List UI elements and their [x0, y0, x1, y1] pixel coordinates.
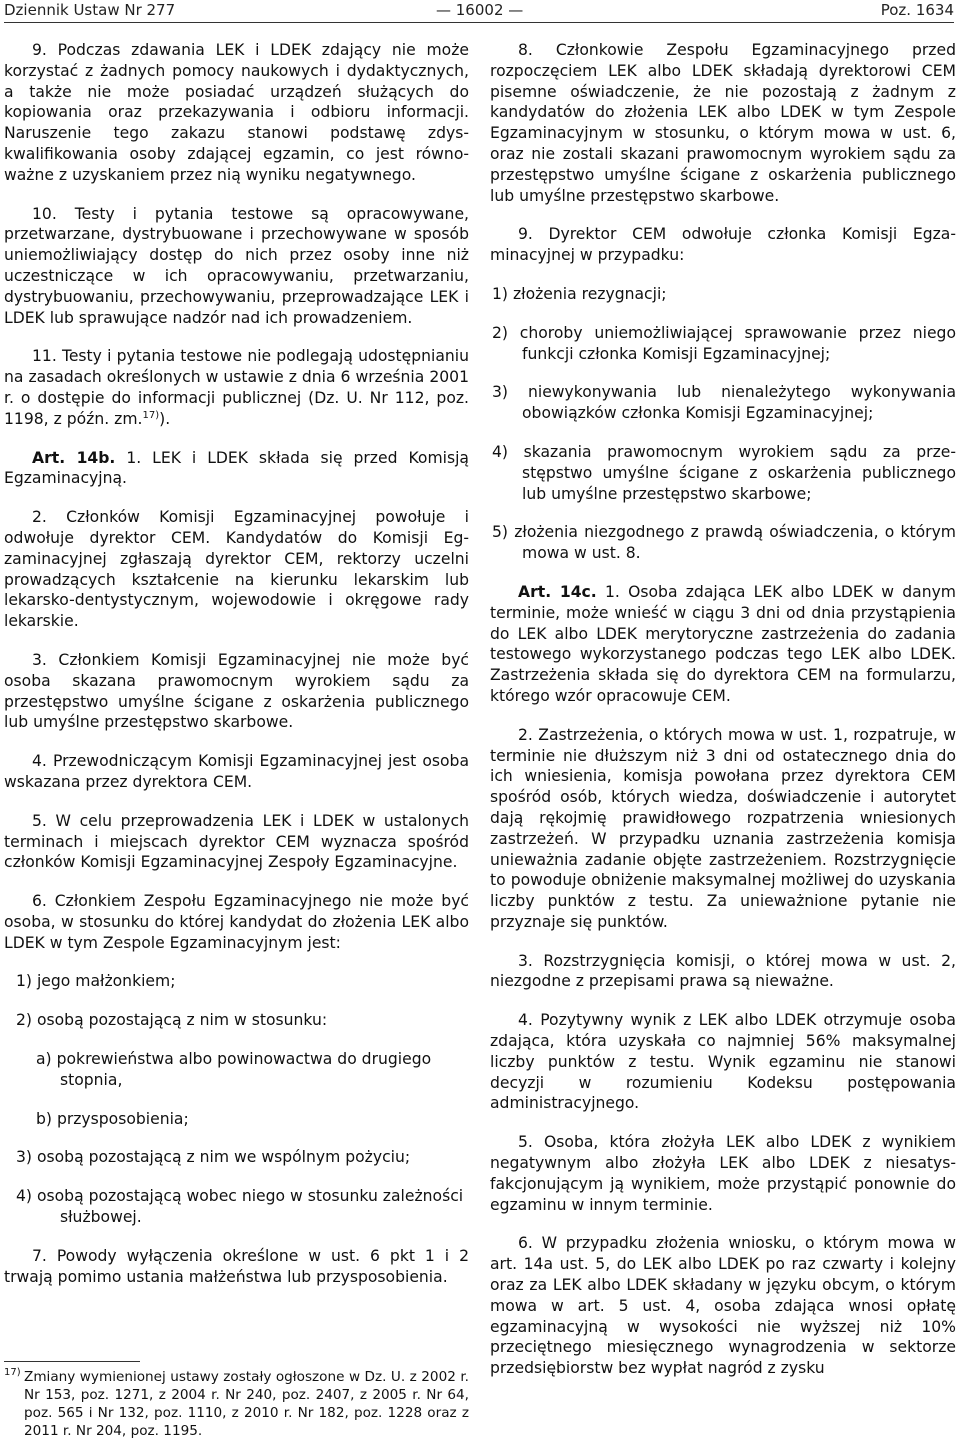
article-14c-paragraph-6: 6. W przypadku złożenia wniosku, o którym mowa w art. 14a ust. 5, do LEK albo LDEK po raz czwarty i kolejny oraz za LEK albo LDEK składany w języku obcym, o którym mowa w art. 5 ust. 4, osoba zdająca wnosi opłatę egzaminacyjną w wysokości nie wyższej niż 10% przeciętnego miesięcznego wynagrodzenia w sektorze przedsiębiorstw bez wypłat nagród z zysku [490, 1234, 956, 1378]
header-rule [4, 22, 954, 23]
page-number: — 16002 — [436, 1, 524, 19]
sub-list-item: a) pokrewieństwa albo powinowactwa do drugiego stopnia, [36, 1050, 432, 1089]
paragraph-11-text: 11. Testy i pytania testowe nie podlegają udostępnianiu na zasadach określonych w ustawie z dnia 6 września 2001 r. o dostępie do informacji publicznej (Dz. U. Nr 112, poz. 1198, z późn. zm. [4, 347, 469, 428]
article-14b-paragraph-4: 4. Przewodniczącym Komisji Egzaminacyjnej jest osoba wskazana przez dyrektora CEM. [4, 752, 469, 791]
paragraph-9-right: 9. Dyrektor CEM odwołuje członka Komisji Egzaminacyjnej w przypadku: [490, 225, 956, 265]
list-item: 3) osobą pozostającą z nim we wspólnym pożyciu; [16, 1148, 411, 1167]
article-14b [4, 448, 469, 490]
footnote-rule [4, 1361, 140, 1362]
paragraph-11 [4, 346, 469, 429]
article-14b-paragraph-5: 5. W celu przeprowadzenia LEK i LDEK w ustalonych terminach i miejscach dyrektor CEM wyznacza spośród członków Komisji Egzaminacyjnej Zespoły Egzaminacyjne. [4, 811, 469, 872]
list-item: 3) niewykonywania lub nienależytego wykonywania obowiązków członka Komisji Egzaminacyjnej; [492, 383, 956, 423]
list-item: 2) choroby uniemożliwiającej sprawowanie przez niego funkcji członka Komisji Egzaminacyjnej; [492, 323, 956, 363]
article-14b-paragraph-3: 3. Członkiem Komisji Egzaminacyjnej nie może być osoba skazana prawomocnym wyrokiem sądu za przestępstwo umyślne ścigane z oskarżenia publicznego lub umyślne przestępstwo skarbowe. [4, 650, 469, 732]
journal-title: Dziennik Ustaw Nr 277 [4, 1, 176, 19]
position-number: Poz. 1634 [880, 1, 954, 19]
paragraph-8: 8. Członkowie Zespołu Egzaminacyjnego przed rozpoczęciem LEK albo LDEK składają dyrektorowi CEM pisemne oświadczenie, że nie pozostają z żadnym z kandydatów do złożenia LEK albo LDEK w tym Zespole Egzaminacyjnym w stosunku, o którym mowa w ust. 6, oraz nie zostali skazani prawomocnym wyrokiem sądu za przestępstwo umyślne ścigane z oskarżenia publicznego lub umyślne przestępstwo skarbowe. [490, 41, 956, 205]
paragraph-9: 9. Podczas zdawania LEK i LDEK zdający nie może korzystać z żadnych pomocy naukowych i dydaktycznych, a także nie może posiadać urządzeń służących do kopiowania oraz przekazywania i odbioru informacji. Naruszenie tego zakazu stanowi podstawę zdyskwalifikowania osoby zdającej egzamin, co jest równoważne z uzyskaniem przez nią wyniku negatywnego. [4, 41, 469, 184]
article-14c-label: Art. 14c. [518, 582, 597, 601]
article-14c-paragraph-2: 2. Zastrzeżenia, o których mowa w ust. 1, rozpatruje, w terminie nie dłuższym niż 3 dni od ostatecznego dnia do ich wniesienia, komisja powołana przez dyrektora CEM spośród osób, których wiedza, doświadczenie i autorytet dają rękojmię prawidłowego rozpatrzenia wniesionych zastrzeżeń. W przypadku uznania zastrzeżenia komisja unieważnia zadanie objęte zastrzeżeniem. Rozstrzygnięcie to powoduje obniżenie maksymalnej możliwej do uzyskania liczby punktów z testu. Za unieważnione pytanie nie przyznaje się punktów. [490, 725, 956, 931]
list-item: 5) złożenia niezgodnego z prawdą oświadczenia, o którym mowa w ust. 8. [492, 523, 956, 563]
list-item: 4) osobą pozostającą wobec niego w stosunku zależności służbowej. [16, 1187, 464, 1227]
paragraph-10: 10. Testy i pytania testowe są opracowywane, przetwarzane, dystrybuowane i przechowywane w sposób uniemożliwiający dostęp do nich przez osoby inne niż uczestniczące w ich opracowywaniu, przetwarzaniu, dystrybuowaniu, przechowywaniu, przeprowadzające LEK i LDEK lub sprawujące nadzór nad ich prowadzeniem. [4, 204, 469, 327]
list-item: 2) osobą pozostającą z nim w stosunku: [16, 1011, 328, 1030]
article-14c [490, 582, 956, 707]
article-14b-paragraph-2: 2. Członków Komisji Egzaminacyjnej powołuje i odwołuje dyrektor CEM. Kandydatów do Komisji Egzaminacyjnej zgłaszają dyrektor CEM, rektorzy uczelni prowadzących kształcenie na kierunku lekarskim lub lekarsko-dentystycznym, wojewodowie i okręgowe rady lekarskie. [4, 508, 469, 631]
footnote-ref: 17) [142, 409, 160, 421]
list-item: 4) skazania prawomocnym wyrokiem sądu za przestępstwo umyślne ścigane z oskarżenia publicznego lub umyślne przestępstwo skarbowe; [492, 442, 956, 503]
paragraph-11-end: ). [159, 409, 171, 428]
left-column [4, 40, 469, 1305]
list-item: 1) jego małżonkiem; [16, 972, 176, 991]
article-14c-paragraph-4: 4. Pozytywny wynik z LEK albo LDEK otrzymuje osoba zdająca, która uzyskała co najmniej 56% maksymalnej liczby punktów z testu. Wynik egzaminu nie stanowi decyzji w rozumieniu Kodeksu postępowania administracyjnego. [490, 1011, 956, 1113]
article-14b-label: Art. 14b. [32, 448, 116, 467]
article-14b-paragraph-6: 6. Członkiem Zespołu Egzaminacyjnego nie może być osoba, w stosunku do której kandydat do złożenia LEK albo LDEK w tym Zespole Egzaminacyjnym jest: [4, 892, 469, 952]
footnote [4, 1368, 469, 1440]
article-14c-paragraph-3: 3. Rozstrzygnięcia komisji, o której mowa w ust. 2, niezgodne z przepisami prawa są nieważne. [490, 951, 956, 991]
list-item: 1) złożenia rezygnacji; [492, 284, 667, 303]
footnote-text: Zmiany wymienionej ustawy zostały ogłoszone w Dz. U. z 2002 r. Nr 153, poz. 1271, z 2004 r. Nr 240, poz. 2407, z 2005 r. Nr 64, poz. 565 i Nr 132, poz. 1110, z 2010 r. Nr 182, poz. 1228 oraz z 2011 r. Nr 204, poz. 1195. [24, 1369, 469, 1439]
article-14b-text: 1. LEK i LDEK składa się przed Komisją Egzaminacyjną. [4, 448, 469, 488]
page-header [4, 0, 954, 22]
sub-list-item: b) przysposobienia; [36, 1109, 189, 1128]
article-14b-paragraph-7: 7. Powody wyłączenia określone w ust. 6 pkt 1 i 2 trwają pomimo ustania małżeństwa lub przysposobienia. [4, 1246, 469, 1286]
footnote-number: 17) [4, 1367, 21, 1378]
right-column [490, 40, 956, 1397]
article-14c-text: 1. Osoba zdająca LEK albo LDEK w danym terminie, może wnieść w ciągu 3 dni od dnia przystąpienia do LEK albo LDEK merytoryczne zastrzeżenia do zadania testowego wykorzystanego podczas tego LEK albo LDEK. Zastrzeżenia składa się do dyrektora CEM na formularzu, którego wzór opracowuje CEM. [490, 582, 956, 705]
article-14c-paragraph-5: 5. Osoba, która złożyła LEK albo LDEK z wynikiem negatywnym albo złożyła LEK albo LDEK z niesatysfakcjonującym ją wynikiem, może przystąpić ponownie do egzaminu w innym terminie. [490, 1133, 956, 1214]
